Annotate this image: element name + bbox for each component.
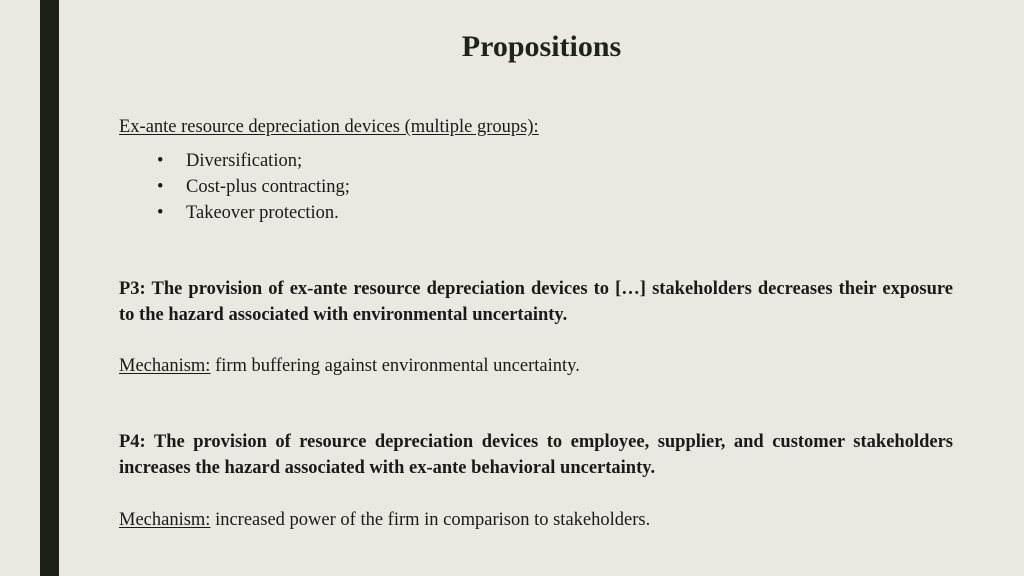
mechanism-label: Mechanism: xyxy=(119,356,211,376)
mechanism-text: increased power of the firm in comparison to stakeholders. xyxy=(210,510,651,530)
list-item: • Diversification; xyxy=(157,148,350,174)
proposition-p4: P4: The provision of resource depreciation devices to employee, supplier, and customer stakeholders increases the hazard associated with ex-ante behavioral uncertainty. xyxy=(119,432,953,478)
mechanism-text: firm buffering against environmental uncertainty. xyxy=(210,356,580,376)
intro-heading-text: Ex-ante resource depreciation devices (multiple groups): xyxy=(119,117,539,137)
proposition-p3: P3: The provision of ex-ante resource depreciation devices to […] stakeholders decreases their exposure to the hazard associated with environmental uncertainty. xyxy=(119,279,953,325)
mechanism-p3 xyxy=(119,353,953,379)
mechanism-p4 xyxy=(119,507,953,533)
left-accent-bar xyxy=(40,0,59,576)
slide-title: Propositions xyxy=(461,30,622,63)
list-item: • Takeover protection. xyxy=(157,200,350,226)
mechanism-label: Mechanism: xyxy=(119,510,211,530)
list-item: • Cost-plus contracting; xyxy=(157,174,350,200)
bullet-list xyxy=(157,148,350,226)
intro-heading xyxy=(119,117,953,138)
